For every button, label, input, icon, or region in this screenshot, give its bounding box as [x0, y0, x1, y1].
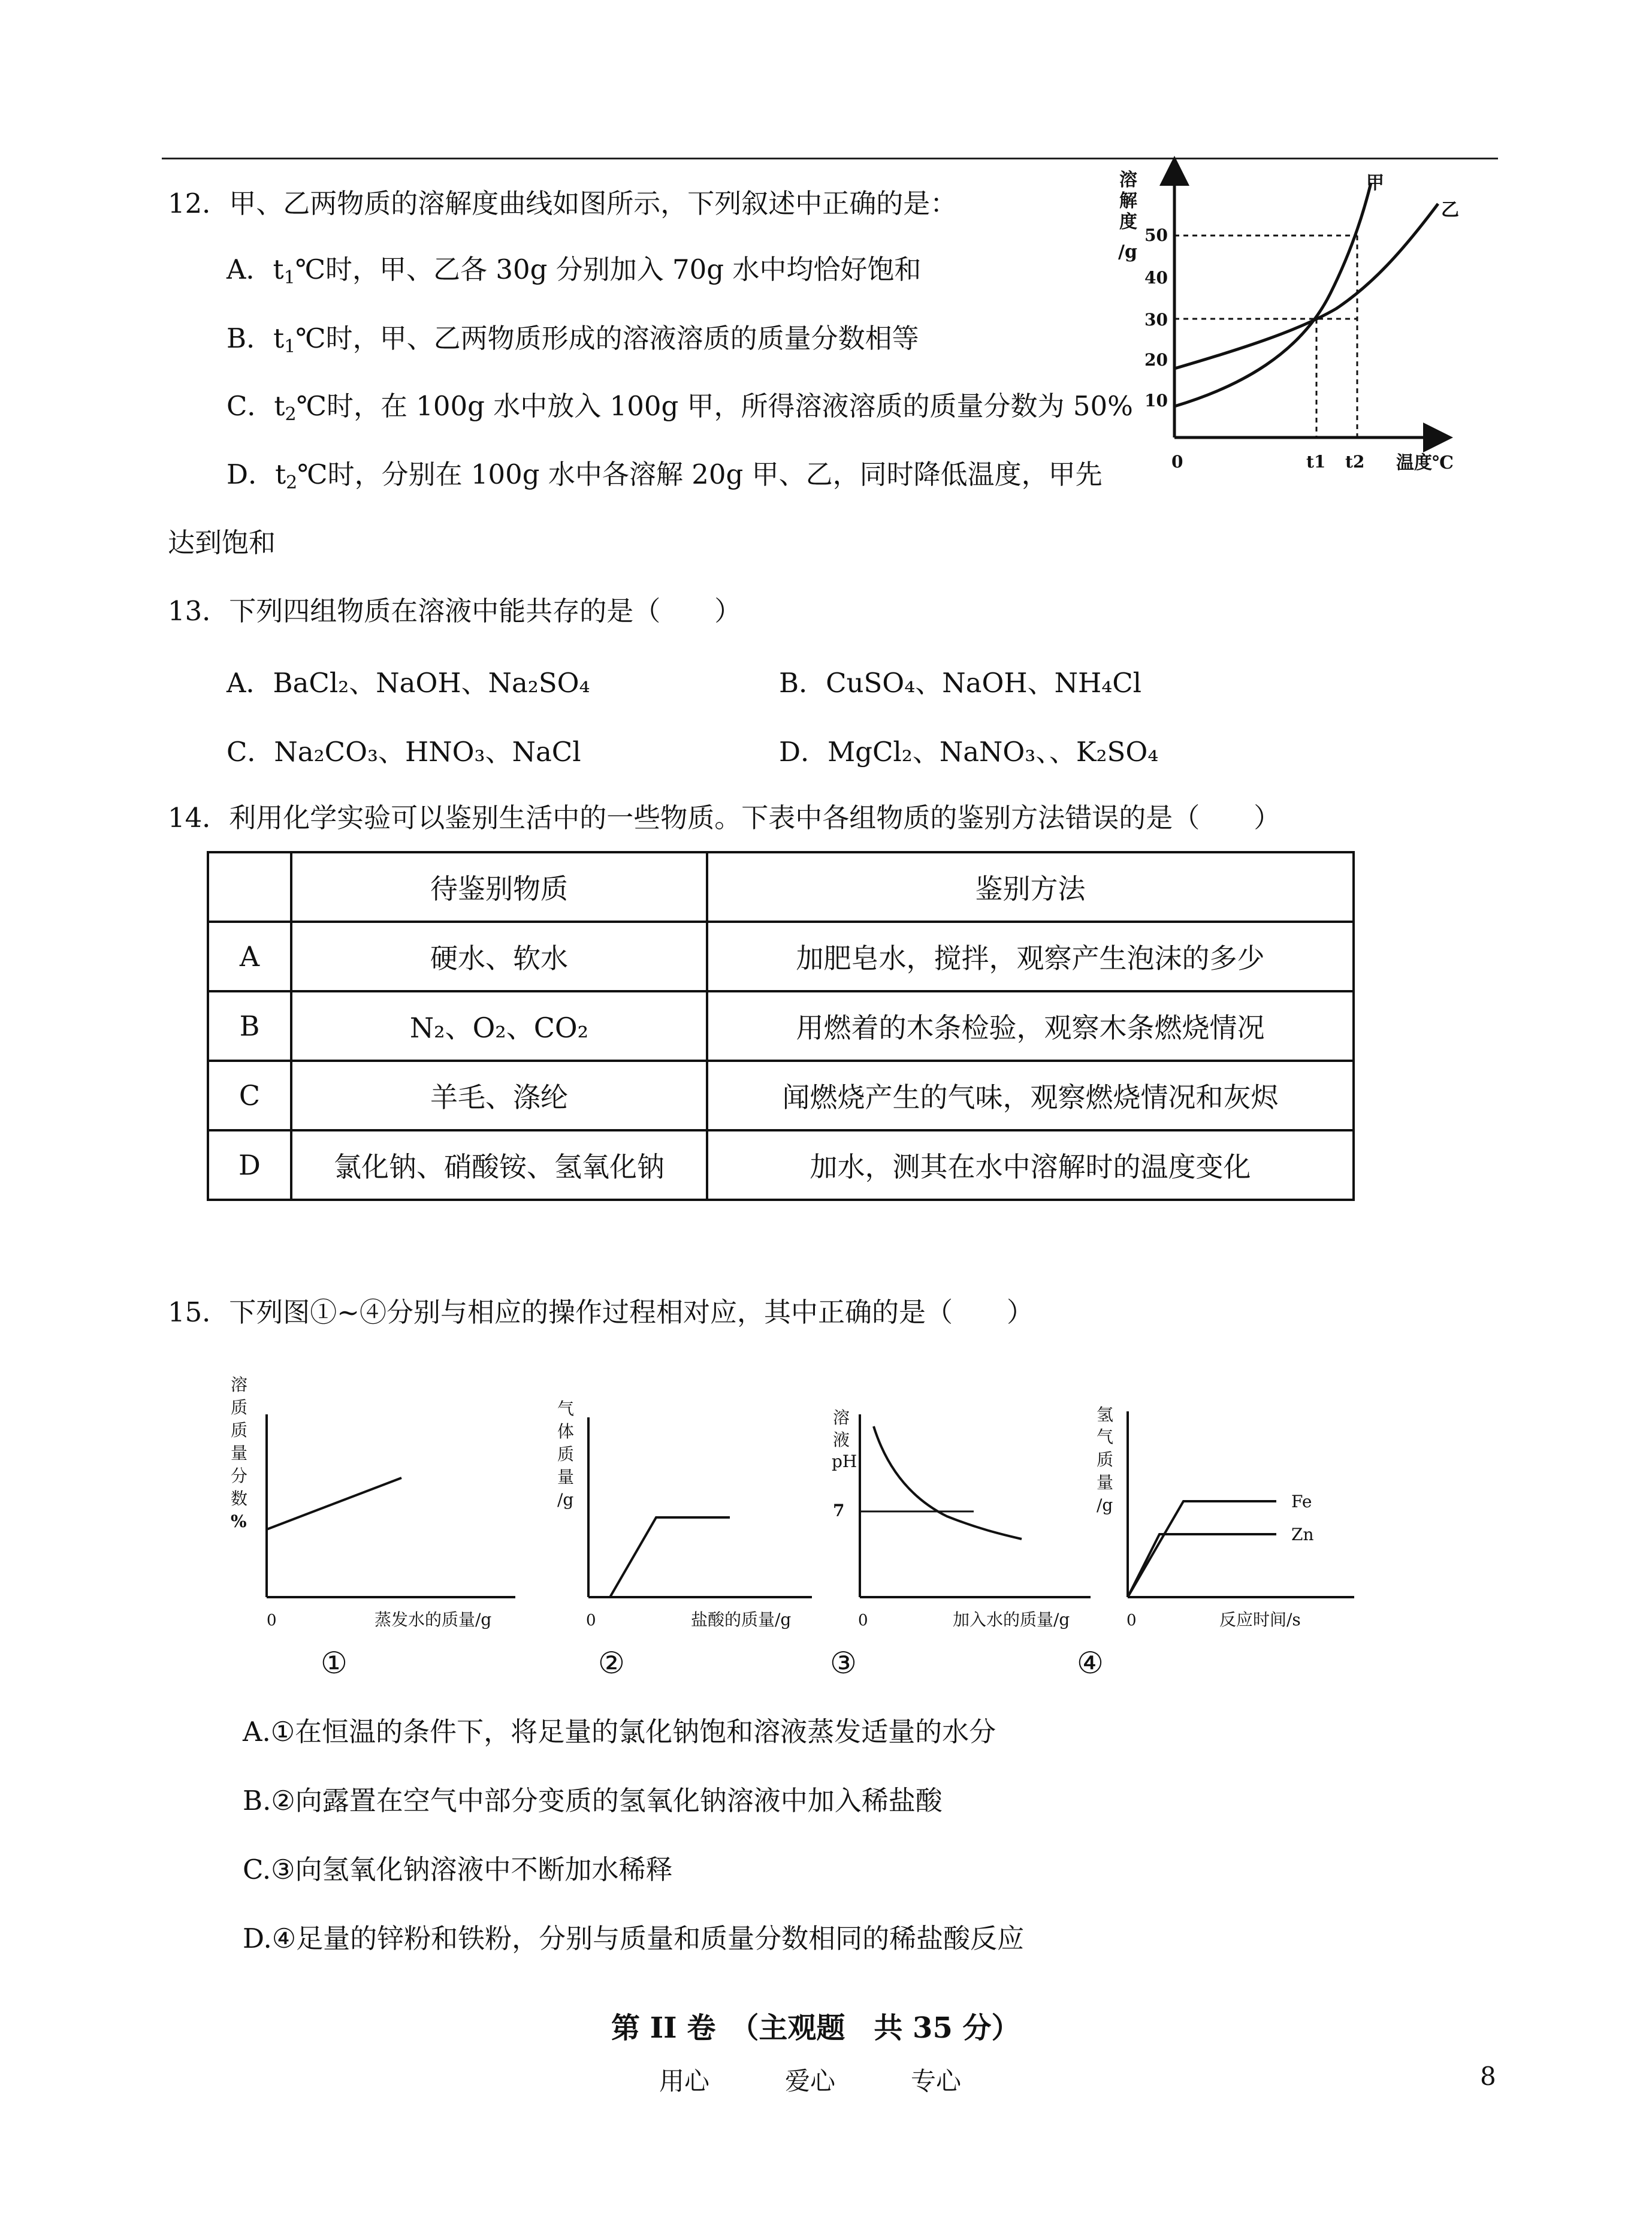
- g1-xlabel: 蒸发水的质量/g: [375, 1610, 492, 1630]
- sol-xtick-t2: t2: [1345, 452, 1365, 472]
- table-header-cell: [208, 852, 291, 922]
- q13-option-b: B．CuSO₄、NaOH、NH₄Cl: [779, 667, 1142, 699]
- sol-label-jia: 甲: [1366, 173, 1384, 194]
- sol-label-yi: 乙: [1441, 200, 1459, 221]
- q13-stem: 13．下列四组物质在溶液中能共存的是（ ）: [168, 595, 742, 627]
- q15-graph-2-number: ②: [598, 1646, 625, 1680]
- q12-option-d-cont: 达到饱和: [168, 527, 276, 559]
- g1-ylabel: 数: [231, 1489, 248, 1508]
- table-cell-items: 羊毛、涤纶: [291, 1061, 707, 1130]
- g4-xlabel: 反应时间/s: [1219, 1610, 1301, 1630]
- sol-ylabel-4: /g: [1118, 242, 1137, 262]
- q15-graph-4: [1091, 1399, 1360, 1642]
- g1-ylabel: 量: [231, 1443, 248, 1463]
- table-row: [208, 1061, 1354, 1130]
- section-heading: 第 II 卷 （主观题 共 35 分）: [611, 2011, 1020, 2045]
- g1-ylabel: 分: [231, 1466, 248, 1486]
- sol-ytick-20: 20: [1144, 350, 1168, 370]
- g2-origin: 0: [586, 1612, 596, 1630]
- g4-series-fe: [1128, 1501, 1276, 1597]
- table-row: [208, 1130, 1354, 1200]
- g2-xlabel: 盐酸的质量/g: [691, 1610, 792, 1630]
- g1-ylabel: 质: [231, 1398, 248, 1417]
- sol-origin: 0: [1171, 452, 1183, 472]
- table-cell-method: 加水，测其在水中溶解时的温度变化: [707, 1130, 1354, 1200]
- sol-ylabel-1: 溶: [1119, 170, 1137, 191]
- table-row: [208, 922, 1354, 991]
- g1-ylabel: 溶: [231, 1375, 248, 1395]
- q13-option-d: D．MgCl₂、NaNO₃、、K₂SO₄: [779, 736, 1159, 768]
- g4-ylabel: 量: [1097, 1472, 1114, 1492]
- table-cell-method: 闻燃烧产生的气味，观察燃烧情况和灰烬: [707, 1061, 1354, 1130]
- g3-ylabel: pH: [832, 1452, 857, 1471]
- g3-origin: 0: [858, 1612, 868, 1630]
- sol-ylabel-2: 解: [1119, 191, 1137, 212]
- g4-origin: 0: [1126, 1612, 1137, 1630]
- q15-graph-3: [827, 1402, 1103, 1642]
- table-cell-key: B: [208, 991, 291, 1061]
- sol-ytick-50: 50: [1144, 225, 1168, 245]
- g1-origin: 0: [267, 1612, 277, 1630]
- table-cell-method: 用燃着的木条检验，观察木条燃烧情况: [707, 991, 1354, 1061]
- q15-graph-1: [222, 1366, 521, 1642]
- g2-ylabel: /g: [557, 1490, 574, 1510]
- table-cell-key: A: [208, 922, 291, 991]
- q12-option-b: B．$t_1℃$时，甲、乙两物质形成的溶液溶质的质量分数相等: [226, 322, 919, 357]
- g1-ylabel: %: [231, 1511, 247, 1531]
- q15-graph-3-number: ③: [830, 1646, 857, 1680]
- table-header-cell: 鉴别方法: [707, 852, 1354, 922]
- g1-ylabel: 质: [231, 1420, 248, 1440]
- table-cell-items: 硬水、软水: [291, 922, 707, 991]
- sol-xlabel: 温度℃: [1396, 452, 1454, 473]
- table-header-cell: 待鉴别物质: [291, 852, 707, 922]
- g3-xlabel: 加入水的质量/g: [953, 1610, 1070, 1630]
- q12-option-c: C．$t_2℃$时，在 100g 水中放入 100g 甲，所得溶液溶质的质量分数为 50%: [226, 390, 1133, 425]
- q15-graph-1-number: ①: [321, 1646, 348, 1680]
- table-cell-items: N₂、O₂、CO₂: [291, 991, 707, 1061]
- g2-ylabel: 体: [557, 1422, 575, 1441]
- q15-graph-2: [539, 1390, 815, 1642]
- q15-option-d: D.④足量的锌粉和铁粉，分别与质量和质量分数相同的稀盐酸反应: [243, 1923, 1025, 1954]
- g4-ylabel: 气: [1097, 1427, 1114, 1447]
- table-cell-items: 氯化钠、硝酸铵、氢氧化钠: [291, 1130, 707, 1200]
- g4-ylabel: /g: [1097, 1495, 1113, 1515]
- table-header-row: [208, 852, 1354, 922]
- g2-series-line: [610, 1517, 730, 1597]
- sol-ytick-10: 10: [1144, 391, 1168, 411]
- q12-option-d: D．$t_2℃$时，分别在 100g 水中各溶解 20g 甲、乙，同时降低温度，甲先: [226, 458, 1103, 493]
- table-cell-method: 加肥皂水，搅拌，观察产生泡沫的多少: [707, 922, 1354, 991]
- g3-ylabel: 溶: [833, 1408, 850, 1428]
- q15-stem: 15．下列图①~④分别与相应的操作过程相对应，其中正确的是（ ）: [168, 1296, 1034, 1328]
- table-cell-key: D: [208, 1130, 291, 1200]
- g4-series-zn: [1128, 1534, 1276, 1597]
- q15-graph-4-number: ④: [1077, 1646, 1104, 1680]
- sol-curve-yi: [1174, 204, 1438, 369]
- g2-ylabel: 气: [557, 1399, 575, 1419]
- g3-series-curve: [874, 1426, 1022, 1539]
- q12-option-a: A．$t_1℃$时，甲、乙各 30g 分别加入 70g 水中均恰好饱和: [226, 254, 922, 288]
- g2-ylabel: 量: [557, 1467, 575, 1487]
- sol-curve-jia: [1174, 183, 1371, 406]
- q15-option-b: B.②向露置在空气中部分变质的氢氧化钠溶液中加入稀盐酸: [243, 1785, 943, 1816]
- q13-option-c: C．Na₂CO₃、HNO₃、NaCl: [226, 736, 581, 768]
- g1-series-line: [267, 1478, 401, 1529]
- table-cell-key: C: [208, 1061, 291, 1130]
- solubility-graph: [1103, 156, 1474, 479]
- g4-ylabel: 质: [1097, 1450, 1114, 1469]
- q12-stem: 12．甲、乙两物质的溶解度曲线如图所示，下列叙述中正确的是：: [168, 188, 958, 219]
- g4-legend-zn: Zn: [1291, 1525, 1314, 1544]
- table-row: [208, 991, 1354, 1061]
- q15-option-a: A.①在恒温的条件下，将足量的氯化钠饱和溶液蒸发适量的水分: [243, 1716, 996, 1748]
- page-footer: 用心 爱心 专心: [659, 2066, 962, 2096]
- sol-ytick-40: 40: [1144, 268, 1168, 288]
- q15-option-c: C.③向氢氧化钠溶液中不断加水稀释: [243, 1854, 673, 1885]
- q13-option-a: A．BaCl₂、NaOH、Na₂SO₄: [226, 667, 590, 699]
- sol-xtick-t1: t1: [1306, 452, 1326, 472]
- q14-stem: 14．利用化学实验可以鉴别生活中的一些物质。下表中各组物质的鉴别方法错误的是（ ）: [168, 802, 1281, 834]
- g3-ytick-7: 7: [833, 1501, 845, 1520]
- g3-ylabel: 液: [833, 1430, 850, 1450]
- g2-ylabel: 质: [557, 1444, 575, 1464]
- page-number: 8: [1480, 2062, 1496, 2091]
- g4-ylabel: 氢: [1097, 1405, 1114, 1425]
- sol-ylabel-3: 度: [1119, 212, 1137, 233]
- sol-ytick-30: 30: [1144, 310, 1168, 330]
- g4-legend-fe: Fe: [1291, 1492, 1312, 1511]
- q14-table: [207, 851, 1355, 1201]
